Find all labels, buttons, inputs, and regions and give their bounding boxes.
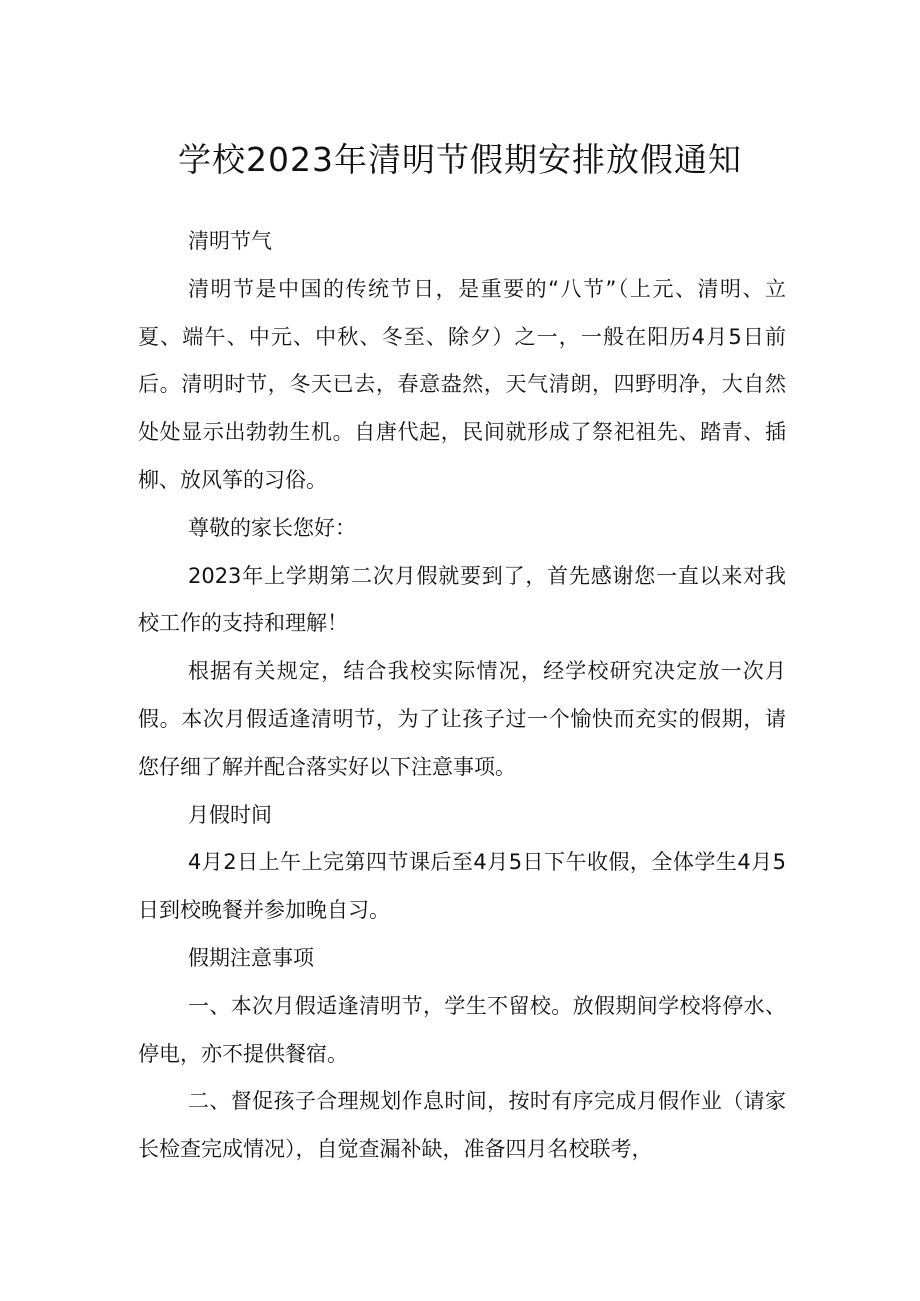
paragraph-qingming-intro: 清明节是中国的传统节日，是重要的“八节”（上元、清明、立夏、端午、中元、中秋、冬至、除夕）之一，一般在阳历4月5日前后。清明时节，冬天已去，春意盎然，天气清朗，四野明净，大自然处处显示出勃勃生机。自唐代起，民间就形成了祭祀祖先、踏青、插柳、放风筝的习俗。	[138, 276, 786, 492]
document-body	[138, 218, 786, 1174]
section-heading-holiday-time: 月假时间	[187, 802, 272, 827]
note-item-2: 二、督促孩子合理规划作息时间，按时有序完成月假作业（请家长检查完成情况），自觉查漏补缺，准备四月名校联考，	[138, 1089, 786, 1162]
document-title: 学校2023年清明节假期安排放假通知	[178, 140, 742, 179]
paragraph-thanks: 2023年上学期第二次月假就要到了，首先感谢您一直以来对我校工作的支持和理解！	[138, 563, 786, 636]
section-heading-notes: 假期注意事项	[187, 945, 314, 970]
paragraph-decision: 根据有关规定，结合我校实际情况，经学校研究决定放一次月假。本次月假适逢清明节，为了让孩子过一个愉快而充实的假期，请您仔细了解并配合落实好以下注意事项。	[138, 659, 786, 779]
section-heading-qingming: 清明节气	[187, 229, 272, 253]
paragraph-holiday-time: 4月2日上午上完第四节课后至4月5日下午收假，全体学生4月5日到校晚餐并参加晚自习。	[138, 850, 786, 923]
salutation: 尊敬的家长您好：	[187, 515, 356, 540]
note-item-1: 一、本次月假适逢清明节，学生不留校。放假期间学校将停水、停电，亦不提供餐宿。	[138, 993, 786, 1066]
